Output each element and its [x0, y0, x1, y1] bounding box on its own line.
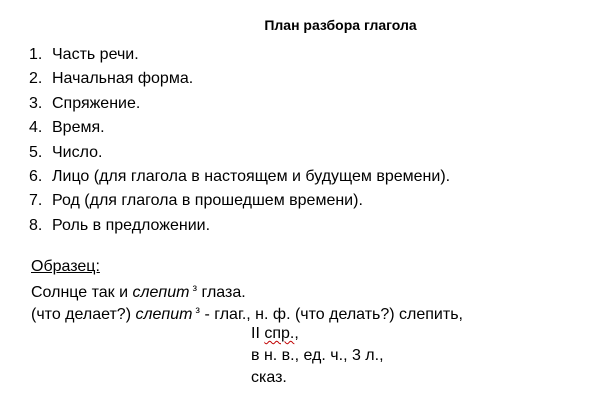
- conjugation-comma: ,: [294, 325, 299, 342]
- list-item: [29, 191, 450, 215]
- sentence-end: глаза.: [197, 284, 246, 301]
- item-number: 4.: [29, 119, 43, 137]
- item-text: Число.: [52, 143, 103, 161]
- item-text: Роль в предложении.: [52, 216, 211, 234]
- list-item: [29, 216, 450, 240]
- conjugation-line: [251, 324, 299, 344]
- verb-superscript: з: [195, 305, 201, 316]
- item-text: Лицо (для глагола в настоящем и будущем времени).: [52, 167, 451, 185]
- item-number: 7.: [29, 192, 43, 210]
- list-item: [29, 69, 450, 93]
- conjugation-word: спр.: [264, 325, 295, 342]
- item-text: Время.: [52, 119, 105, 137]
- item-text: Спряжение.: [52, 94, 141, 112]
- item-text: Начальная форма.: [52, 70, 194, 88]
- list-item: [29, 167, 450, 191]
- example-sentence: [31, 279, 246, 303]
- example-heading: Образец:: [31, 258, 100, 275]
- analysis-verb: слепит: [135, 306, 193, 323]
- list-item: [29, 143, 450, 167]
- list-item: [29, 94, 450, 118]
- item-text: Род (для глагола в прошедшем времени).: [52, 192, 363, 210]
- list-item: [29, 45, 450, 69]
- item-number: 3.: [29, 94, 43, 112]
- role-line: сказ.: [251, 369, 287, 386]
- conjugation-roman: II: [251, 325, 260, 342]
- item-number: 8.: [29, 216, 43, 234]
- tense-line: в н. в., ед. ч., 3 л.,: [251, 347, 384, 364]
- analysis-text: - глаг., н. ф. (что делать?) слепить,: [200, 306, 463, 323]
- sentence-start: Солнце так и: [31, 284, 133, 301]
- plan-list: [29, 45, 450, 240]
- item-number: 1.: [29, 46, 43, 63]
- analysis-line: [31, 301, 463, 325]
- item-text: Часть речи.: [52, 46, 139, 63]
- verb-superscript: з: [192, 283, 198, 294]
- item-number: 2.: [29, 70, 43, 88]
- item-number: 6.: [29, 167, 43, 185]
- question-text: (что делает?): [31, 306, 136, 323]
- list-item: [29, 118, 450, 142]
- example-verb: слепит: [132, 284, 190, 301]
- document-title: План разбора глагола: [264, 17, 417, 33]
- item-number: 5.: [29, 143, 43, 161]
